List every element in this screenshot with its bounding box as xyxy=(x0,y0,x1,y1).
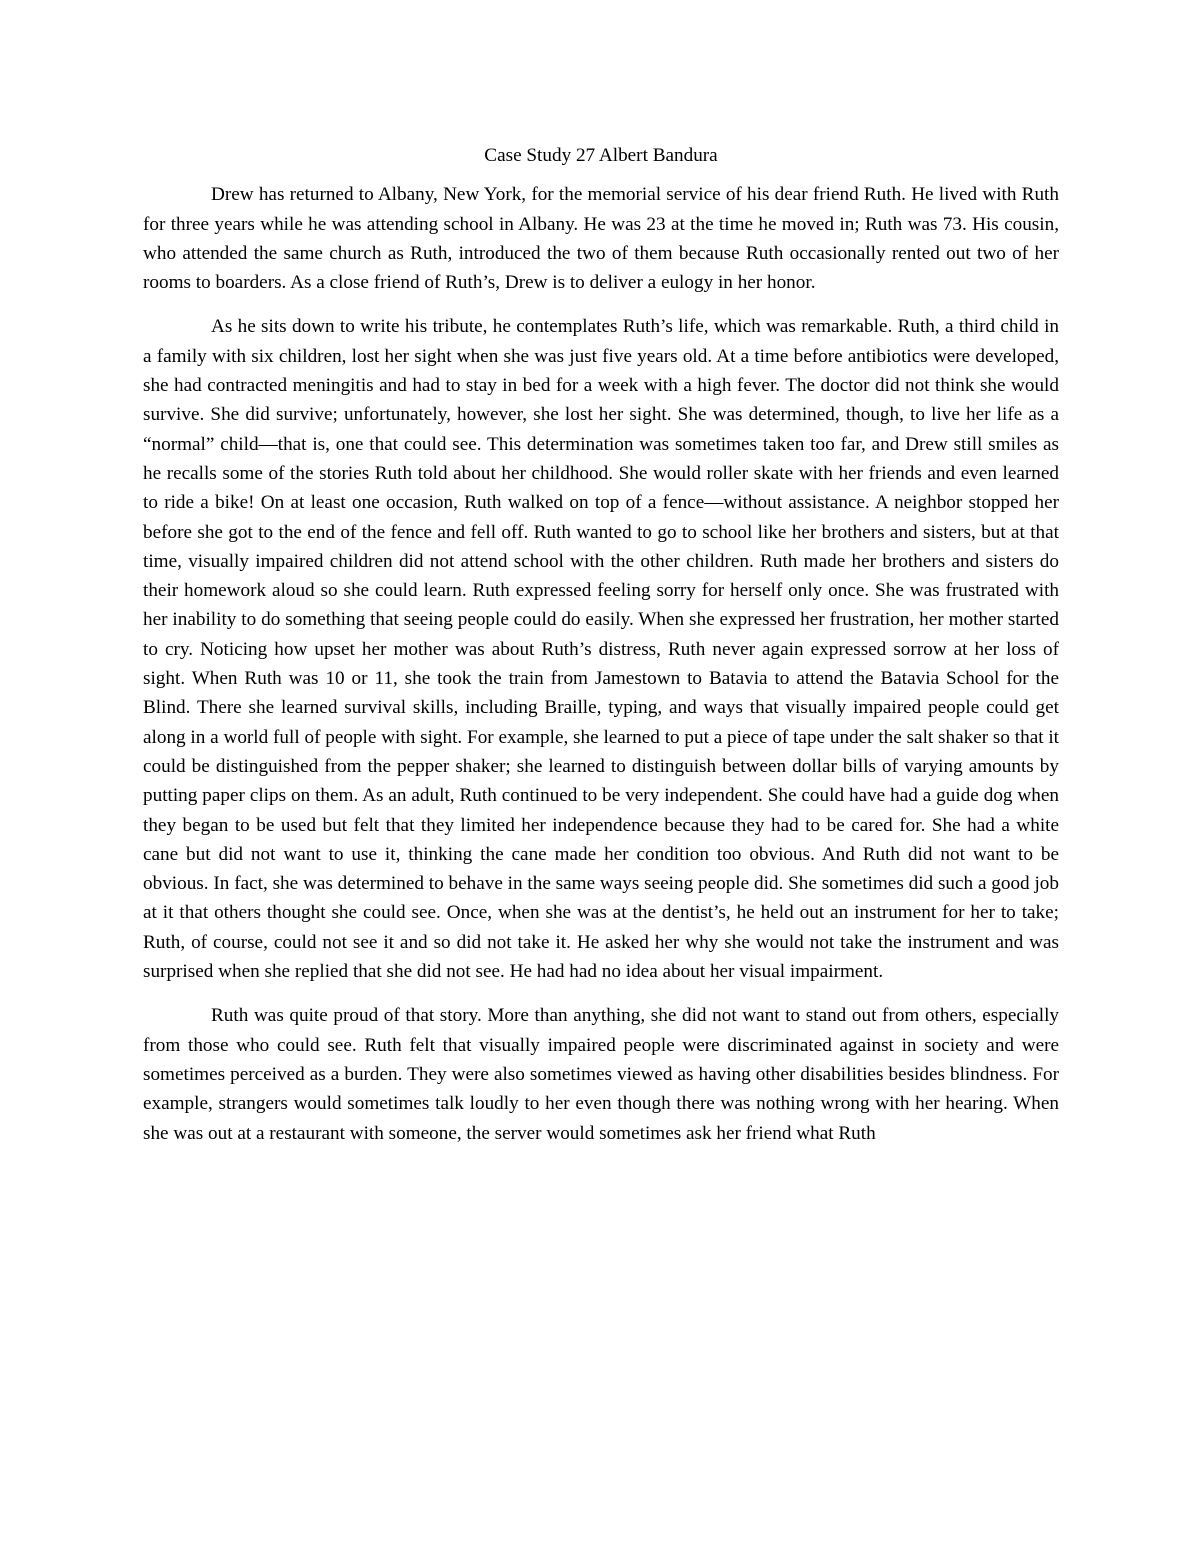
paragraph-1: Drew has returned to Albany, New York, for the memorial service of his dear friend Ruth. He lived with Ruth for three years while he was attending school in Albany. He was 23 at the time he moved in; Ruth was 73. His cousin, who attended the same church as Ruth, introduced the two of them because Ruth occasionally rented out two of her rooms to boarders. As a close friend of Ruth’s, Drew is to deliver a eulogy in her honor. xyxy=(143,184,1059,294)
paragraph-3: Ruth was quite proud of that story. More than anything, she did not want to stand out from others, especially from those who could see. Ruth felt that visually impaired people were discriminated against in society and were sometimes perceived as a burden. They were also sometimes viewed as having other disabilities besides blindness. For example, strangers would sometimes talk loudly to her even though there was nothing wrong with her hearing. When she was out at a restaurant with someone, the server would sometimes ask her friend what Ruth xyxy=(143,1005,1059,1144)
document-title: Case Study 27 Albert Bandura xyxy=(484,145,718,166)
paragraph-2: As he sits down to write his tribute, he contemplates Ruth’s life, which was remarkable. Ruth, a third child in a family with six children, lost her sight when she was just five years old. At a time before antibiotics were developed, she had contracted meningitis and had to stay in bed for a week with a high fever. The doctor did not think she would survive. She did survive; unfortunately, however, she lost her sight. She was determined, though, to live her life as a “normal” child—that is, one that could see. This determination was sometimes taken too far, and Drew still smiles as he recalls some of the stories Ruth told about her childhood. She would roller skate with her friends and even learned to ride a bike! On at least one occasion, Ruth walked on top of a fence—without assistance. A neighbor stopped her before she got to the end of the fence and fell off. Ruth wanted to go to school like her brothers and sisters, but at that time, visually impaired children did not attend school with the other children. Ruth made her brothers and sisters do their homework aloud so she could learn. Ruth expressed feeling sorry for herself only once. She was frustrated with her inability to do something that seeing people could do easily. When she expressed her frustration, her mother started to cry. Noticing how upset her mother was about Ruth’s distress, Ruth never again expressed sorrow at her loss of sight. When Ruth was 10 or 11, she took the train from Jamestown to Batavia to attend the Batavia School for the Blind. There she learned survival skills, including Braille, typing, and ways that visually impaired people could get along in a world full of people with sight. For example, she learned to put a piece of tape under the salt shaker so that it could be distinguished from the pepper shaker; she learned to distinguish between dollar bills of varying amounts by putting paper clips on them. As an adult, Ruth continued to be very independent. She could have had a guide dog when they began to be used but felt that they limited her independence because they had to be cared for. She had a white cane but did not want to use it, thinking the cane made her condition too obvious. And Ruth did not want to be obvious. In fact, she was determined to behave in the same ways seeing people did. She sometimes did such a good job at it that others thought she could see. Once, when she was at the dentist’s, he held out an instrument for her to take; Ruth, of course, could not see it and so did not take it. He asked her why she would not take the instrument and was surprised when she replied that she did not see. He had had no idea about her visual impairment. xyxy=(143,316,1059,983)
document-body xyxy=(143,141,1059,1163)
